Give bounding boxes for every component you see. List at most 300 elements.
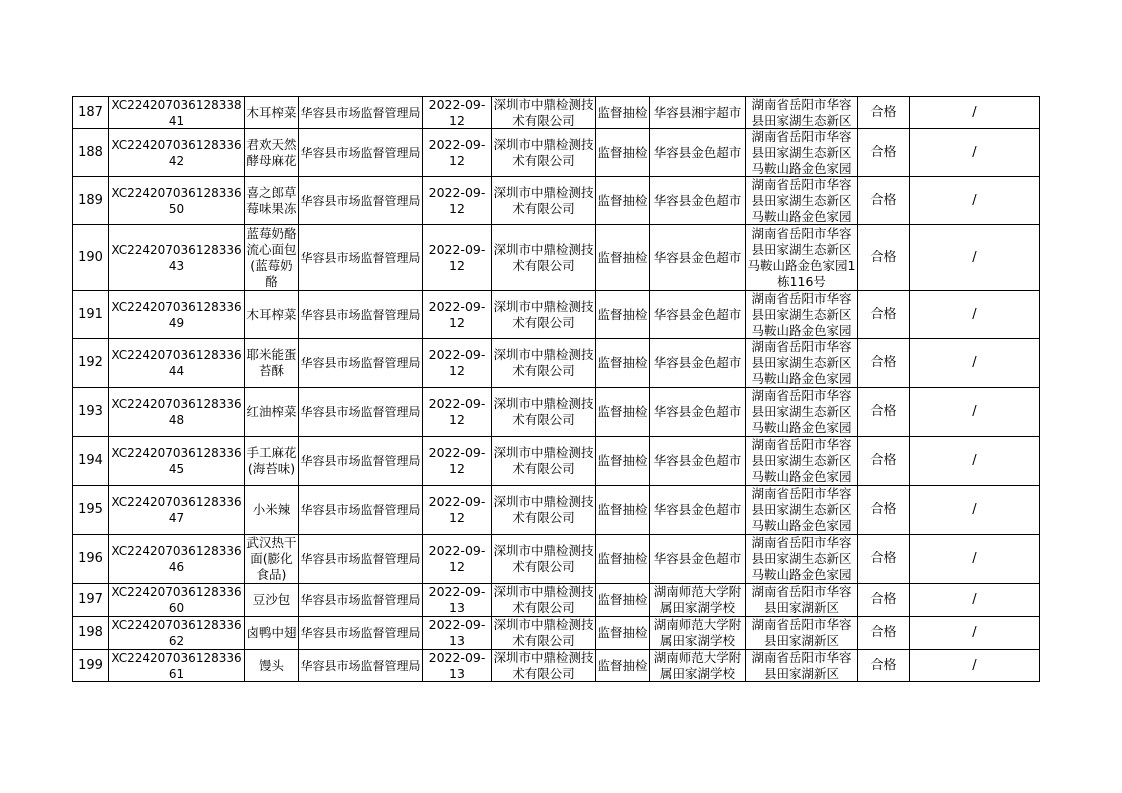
sampled-store: 华容县金色超市 — [653, 249, 742, 265]
remark-cell — [910, 437, 1040, 486]
row-number-cell — [73, 617, 109, 650]
task-type-cell — [596, 291, 650, 339]
organizing-agency-cell — [299, 584, 423, 617]
organizing-agency-cell — [299, 437, 423, 486]
table-row — [73, 388, 1040, 437]
result-cell — [858, 129, 910, 177]
result: 合格 — [870, 249, 897, 265]
store-address: 湖南省岳阳市华容县田家湖生态新区马鞍山路金色家园 — [751, 388, 852, 435]
remark: / — [972, 404, 977, 419]
sampled-store: 华容县湘宇超市 — [653, 104, 742, 120]
sampling-date-cell — [423, 437, 492, 486]
sampling-date: 2022-09-13 — [428, 617, 486, 648]
row-number: 196 — [78, 551, 103, 566]
sampling-date: 2022-09-13 — [428, 650, 486, 681]
sample-code: XC22420703612833661 — [111, 651, 242, 681]
remark-cell — [910, 339, 1040, 388]
organizing-agency-cell — [299, 129, 423, 177]
testing-lab-cell — [492, 177, 596, 225]
sampled-store: 华容县金色超市 — [653, 453, 742, 468]
task-type-cell — [596, 225, 650, 291]
store-address-cell — [746, 97, 858, 129]
sample-code: XC22420703612833649 — [111, 299, 242, 330]
row-number: 194 — [78, 453, 103, 468]
task-type: 监督抽检 — [597, 355, 648, 370]
product-name-cell — [245, 535, 299, 584]
remark-cell — [910, 650, 1040, 682]
product-name: 君欢天然酵母麻花 — [246, 136, 297, 168]
result-cell — [858, 339, 910, 388]
row-number: 189 — [78, 192, 103, 208]
table-row — [73, 617, 1040, 650]
table-row — [73, 291, 1040, 339]
sampled-store-cell — [650, 129, 746, 177]
product-name-cell — [245, 129, 299, 177]
remark: / — [972, 306, 977, 322]
remark: / — [972, 192, 977, 208]
sampled-store: 华容县金色超市 — [653, 355, 742, 370]
remark: / — [972, 502, 977, 517]
task-type-cell — [596, 535, 650, 584]
result: 合格 — [870, 657, 897, 673]
sample-code-cell — [109, 97, 245, 129]
row-number-cell — [73, 291, 109, 339]
organizing-agency-cell — [299, 177, 423, 225]
organizing-agency: 华容县市场监督管理局 — [300, 193, 421, 208]
sampling-date: 2022-09-12 — [428, 136, 486, 168]
sampled-store-cell — [650, 339, 746, 388]
result-cell — [858, 486, 910, 535]
task-type-cell — [596, 650, 650, 682]
result: 合格 — [870, 306, 897, 322]
organizing-agency: 华容县市场监督管理局 — [300, 405, 421, 419]
testing-lab: 深圳市中鼎检测技术有限公司 — [493, 97, 594, 128]
sampled-store: 华容县金色超市 — [653, 502, 742, 517]
product-name: 武汉热干面(膨化食品) — [246, 535, 297, 582]
result: 合格 — [870, 404, 897, 419]
remark-cell — [910, 486, 1040, 535]
store-address: 湖南省岳阳市华容县田家湖新区 — [751, 584, 852, 615]
result: 合格 — [870, 453, 897, 468]
row-number-cell — [73, 584, 109, 617]
task-type: 监督抽检 — [597, 453, 648, 468]
store-address: 湖南省岳阳市华容县田家湖生态新区马鞍山路金色家园 — [751, 437, 852, 484]
task-type: 监督抽检 — [597, 657, 648, 673]
product-name-cell — [245, 177, 299, 225]
sample-code: XC22420703612833643 — [111, 242, 242, 273]
remark-cell — [910, 225, 1040, 291]
testing-lab: 深圳市中鼎检测技术有限公司 — [493, 617, 594, 648]
sampling-date-cell — [423, 97, 492, 129]
sampled-store: 华容县金色超市 — [653, 306, 742, 322]
remark-cell — [910, 129, 1040, 177]
sampled-store-cell — [650, 437, 746, 486]
task-type: 监督抽检 — [597, 404, 648, 419]
sample-code-cell — [109, 437, 245, 486]
store-address-cell — [746, 129, 858, 177]
sampling-date: 2022-09-12 — [428, 97, 486, 128]
sample-code: XC22420703612833650 — [111, 185, 242, 216]
sample-code-cell — [109, 650, 245, 682]
inspection-results-table — [72, 96, 1040, 682]
sampled-store: 华容县金色超市 — [653, 404, 742, 419]
store-address-cell — [746, 486, 858, 535]
table-row — [73, 437, 1040, 486]
product-name: 木耳榨菜 — [246, 104, 297, 120]
remark: / — [972, 657, 977, 673]
sampling-date-cell — [423, 584, 492, 617]
sample-code: XC22420703612833646 — [111, 544, 242, 574]
organizing-agency-cell — [299, 291, 423, 339]
sampled-store-cell — [650, 291, 746, 339]
organizing-agency: 华容县市场监督管理局 — [300, 593, 421, 607]
testing-lab: 深圳市中鼎检测技术有限公司 — [493, 445, 594, 476]
organizing-agency: 华容县市场监督管理局 — [300, 503, 421, 517]
sampled-store-cell — [650, 225, 746, 291]
remark-cell — [910, 97, 1040, 129]
remark: / — [972, 104, 977, 120]
organizing-agency-cell — [299, 535, 423, 584]
sampled-store-cell — [650, 617, 746, 650]
result: 合格 — [870, 355, 897, 370]
task-type-cell — [596, 617, 650, 650]
sample-code: XC22420703612833642 — [111, 137, 242, 168]
sample-code: XC22420703612833644 — [111, 348, 242, 378]
testing-lab: 深圳市中鼎检测技术有限公司 — [493, 298, 594, 330]
store-address: 湖南省岳阳市华容县田家湖新区 — [751, 617, 852, 648]
result-cell — [858, 535, 910, 584]
row-number-cell — [73, 535, 109, 584]
store-address-cell — [746, 650, 858, 682]
testing-lab: 深圳市中鼎检测技术有限公司 — [493, 184, 594, 216]
sampling-date: 2022-09-12 — [428, 445, 486, 476]
product-name: 小米辣 — [252, 502, 291, 517]
sample-code-cell — [109, 584, 245, 617]
table-row — [73, 339, 1040, 388]
table-row — [73, 177, 1040, 225]
product-name: 豆沙包 — [252, 592, 291, 607]
store-address: 湖南省岳阳市华容县田家湖生态新区马鞍山路金色家园 — [751, 486, 852, 533]
sampled-store-cell — [650, 535, 746, 584]
testing-lab-cell — [492, 650, 596, 682]
product-name-cell — [245, 437, 299, 486]
task-type: 监督抽检 — [597, 192, 648, 208]
store-address: 湖南省岳阳市华容县田家湖生态新区马鞍山路金色家园 — [751, 339, 852, 386]
testing-lab: 深圳市中鼎检测技术有限公司 — [493, 347, 594, 378]
remark: / — [972, 625, 977, 640]
result-cell — [858, 177, 910, 225]
row-number: 198 — [78, 625, 103, 640]
sample-code: XC22420703612833645 — [111, 446, 242, 476]
remark-cell — [910, 177, 1040, 225]
result: 合格 — [870, 625, 897, 640]
store-address: 湖南省岳阳市华容县田家湖生态新区 — [751, 97, 852, 128]
result-cell — [858, 291, 910, 339]
sampling-date-cell — [423, 225, 492, 291]
product-name-cell — [245, 617, 299, 650]
organizing-agency: 华容县市场监督管理局 — [300, 250, 421, 265]
organizing-agency: 华容县市场监督管理局 — [300, 454, 421, 468]
row-number-cell — [73, 97, 109, 129]
testing-lab-cell — [492, 225, 596, 291]
result-cell — [858, 584, 910, 617]
task-type: 监督抽检 — [597, 144, 648, 160]
testing-lab-cell — [492, 97, 596, 129]
product-name-cell — [245, 388, 299, 437]
organizing-agency: 华容县市场监督管理局 — [300, 105, 421, 120]
result-cell — [858, 650, 910, 682]
store-address-cell — [746, 535, 858, 584]
sampling-date-cell — [423, 388, 492, 437]
result: 合格 — [870, 592, 897, 607]
organizing-agency-cell — [299, 225, 423, 291]
sampled-store-cell — [650, 486, 746, 535]
product-name: 耶米能蛋苔酥 — [246, 347, 297, 378]
result-cell — [858, 225, 910, 291]
sampling-date: 2022-09-12 — [428, 241, 486, 273]
sample-code-cell — [109, 617, 245, 650]
product-name: 蓝莓奶酪流心面包(蓝莓奶酪 — [246, 225, 297, 289]
product-name: 手工麻花(海苔味) — [246, 445, 297, 476]
store-address-cell — [746, 584, 858, 617]
row-number: 197 — [78, 592, 103, 607]
table-row — [73, 225, 1040, 291]
organizing-agency: 华容县市场监督管理局 — [300, 626, 421, 640]
sampling-date: 2022-09-12 — [428, 298, 486, 330]
sampled-store: 湖南师范大学附属田家湖学校 — [653, 650, 742, 681]
testing-lab: 深圳市中鼎检测技术有限公司 — [493, 650, 594, 681]
store-address-cell — [746, 177, 858, 225]
task-type: 监督抽检 — [597, 592, 648, 607]
sampling-date: 2022-09-12 — [428, 396, 486, 427]
testing-lab-cell — [492, 339, 596, 388]
result-cell — [858, 97, 910, 129]
store-address-cell — [746, 225, 858, 291]
task-type-cell — [596, 486, 650, 535]
table-row — [73, 650, 1040, 682]
testing-lab-cell — [492, 617, 596, 650]
product-name: 卤鸭中翅 — [246, 625, 297, 640]
row-number-cell — [73, 437, 109, 486]
testing-lab-cell — [492, 129, 596, 177]
sampled-store: 湖南师范大学附属田家湖学校 — [653, 584, 742, 615]
sampling-date-cell — [423, 650, 492, 682]
table-row — [73, 584, 1040, 617]
task-type-cell — [596, 437, 650, 486]
store-address: 湖南省岳阳市华容县田家湖生态新区马鞍山路金色家园 — [751, 129, 852, 176]
sampling-date-cell — [423, 535, 492, 584]
sampling-date-cell — [423, 177, 492, 225]
remark: / — [972, 453, 977, 468]
organizing-agency-cell — [299, 650, 423, 682]
product-name-cell — [245, 584, 299, 617]
task-type-cell — [596, 97, 650, 129]
organizing-agency-cell — [299, 339, 423, 388]
remark-cell — [910, 388, 1040, 437]
task-type: 监督抽检 — [597, 249, 648, 265]
result-cell — [858, 617, 910, 650]
product-name-cell — [245, 97, 299, 129]
sampling-date-cell — [423, 129, 492, 177]
store-address-cell — [746, 339, 858, 388]
organizing-agency: 华容县市场监督管理局 — [300, 552, 421, 566]
product-name-cell — [245, 225, 299, 291]
organizing-agency: 华容县市场监督管理局 — [300, 658, 421, 673]
task-type-cell — [596, 339, 650, 388]
sampling-date: 2022-09-12 — [428, 184, 486, 216]
sampled-store: 湖南师范大学附属田家湖学校 — [653, 617, 742, 648]
table-row — [73, 97, 1040, 129]
result: 合格 — [870, 502, 897, 517]
task-type: 监督抽检 — [597, 502, 648, 517]
sampled-store: 华容县金色超市 — [653, 144, 742, 160]
testing-lab: 深圳市中鼎检测技术有限公司 — [493, 494, 594, 525]
store-address-cell — [746, 388, 858, 437]
row-number: 187 — [78, 104, 103, 120]
sampling-date-cell — [423, 486, 492, 535]
sampling-date-cell — [423, 339, 492, 388]
testing-lab: 深圳市中鼎检测技术有限公司 — [493, 136, 594, 168]
sampling-date: 2022-09-12 — [428, 543, 486, 574]
sample-code: XC22420703612833841 — [111, 98, 242, 128]
task-type-cell — [596, 177, 650, 225]
organizing-agency: 华容县市场监督管理局 — [300, 356, 421, 370]
testing-lab: 深圳市中鼎检测技术有限公司 — [493, 543, 594, 574]
sample-code-cell — [109, 129, 245, 177]
product-name: 喜之郎草莓味果冻 — [246, 184, 297, 216]
row-number: 199 — [78, 657, 103, 673]
store-address: 湖南省岳阳市华容县田家湖生态新区马鞍山路金色家园 — [751, 535, 852, 582]
store-address-cell — [746, 291, 858, 339]
sampling-date-cell — [423, 291, 492, 339]
sample-code: XC22420703612833662 — [111, 618, 242, 648]
task-type: 监督抽检 — [597, 551, 648, 566]
row-number-cell — [73, 129, 109, 177]
sampled-store: 华容县金色超市 — [653, 551, 742, 566]
product-name-cell — [245, 650, 299, 682]
product-name: 红油榨菜 — [246, 404, 297, 419]
sample-code-cell — [109, 388, 245, 437]
organizing-agency-cell — [299, 388, 423, 437]
remark: / — [972, 551, 977, 566]
remark: / — [972, 592, 977, 607]
remark: / — [972, 355, 977, 370]
sample-code-cell — [109, 486, 245, 535]
remark: / — [972, 144, 977, 160]
result: 合格 — [870, 551, 897, 566]
result-cell — [858, 388, 910, 437]
sampling-date: 2022-09-12 — [428, 494, 486, 525]
task-type: 监督抽检 — [597, 306, 648, 322]
testing-lab-cell — [492, 486, 596, 535]
row-number-cell — [73, 339, 109, 388]
testing-lab-cell — [492, 291, 596, 339]
product-name: 馒头 — [258, 657, 284, 673]
sample-code-cell — [109, 535, 245, 584]
testing-lab: 深圳市中鼎检测技术有限公司 — [493, 584, 594, 615]
sample-code-cell — [109, 177, 245, 225]
result: 合格 — [870, 104, 897, 120]
remark: / — [972, 249, 977, 265]
sampled-store-cell — [650, 177, 746, 225]
product-name-cell — [245, 339, 299, 388]
remark-cell — [910, 617, 1040, 650]
row-number: 188 — [78, 144, 103, 160]
sampling-date: 2022-09-13 — [428, 584, 486, 615]
remark-cell — [910, 291, 1040, 339]
row-number: 191 — [78, 306, 103, 322]
sampled-store-cell — [650, 584, 746, 617]
row-number-cell — [73, 650, 109, 682]
row-number: 190 — [78, 249, 103, 265]
result: 合格 — [870, 144, 897, 160]
store-address: 湖南省岳阳市华容县田家湖新区 — [751, 650, 852, 681]
sample-code: XC22420703612833648 — [111, 397, 242, 427]
remark-cell — [910, 535, 1040, 584]
row-number-cell — [73, 177, 109, 225]
organizing-agency-cell — [299, 97, 423, 129]
table-row — [73, 129, 1040, 177]
sample-code-cell — [109, 225, 245, 291]
sampled-store-cell — [650, 388, 746, 437]
row-number-cell — [73, 486, 109, 535]
sampling-date-cell — [423, 617, 492, 650]
sampled-store-cell — [650, 97, 746, 129]
row-number-cell — [73, 225, 109, 291]
task-type-cell — [596, 388, 650, 437]
organizing-agency: 华容县市场监督管理局 — [300, 145, 421, 160]
store-address-cell — [746, 617, 858, 650]
organizing-agency-cell — [299, 617, 423, 650]
row-number: 192 — [78, 355, 103, 370]
sample-code-cell — [109, 291, 245, 339]
organizing-agency-cell — [299, 486, 423, 535]
result-cell — [858, 437, 910, 486]
sampling-date: 2022-09-12 — [428, 347, 486, 378]
task-type: 监督抽检 — [597, 104, 648, 120]
task-type-cell — [596, 129, 650, 177]
product-name: 木耳榨菜 — [246, 306, 297, 322]
testing-lab: 深圳市中鼎检测技术有限公司 — [493, 241, 594, 273]
store-address: 湖南省岳阳市华容县田家湖生态新区马鞍山路金色家园1栋116号 — [747, 225, 856, 289]
testing-lab-cell — [492, 584, 596, 617]
result: 合格 — [870, 192, 897, 208]
store-address: 湖南省岳阳市华容县田家湖生态新区马鞍山路金色家园 — [751, 291, 852, 338]
organizing-agency: 华容县市场监督管理局 — [300, 307, 421, 322]
table-row — [73, 486, 1040, 535]
store-address-cell — [746, 437, 858, 486]
product-name-cell — [245, 291, 299, 339]
table-row — [73, 535, 1040, 584]
product-name-cell — [245, 486, 299, 535]
sample-code: XC22420703612833647 — [111, 495, 242, 525]
row-number: 195 — [78, 502, 103, 517]
testing-lab-cell — [492, 388, 596, 437]
sampled-store-cell — [650, 650, 746, 682]
sample-code-cell — [109, 339, 245, 388]
row-number: 193 — [78, 404, 103, 419]
testing-lab-cell — [492, 437, 596, 486]
sample-code: XC22420703612833660 — [111, 585, 242, 615]
store-address: 湖南省岳阳市华容县田家湖生态新区马鞍山路金色家园 — [751, 177, 852, 224]
task-type-cell — [596, 584, 650, 617]
testing-lab-cell — [492, 535, 596, 584]
sampled-store: 华容县金色超市 — [653, 192, 742, 208]
task-type: 监督抽检 — [597, 625, 648, 640]
remark-cell — [910, 584, 1040, 617]
testing-lab: 深圳市中鼎检测技术有限公司 — [493, 396, 594, 427]
row-number-cell — [73, 388, 109, 437]
